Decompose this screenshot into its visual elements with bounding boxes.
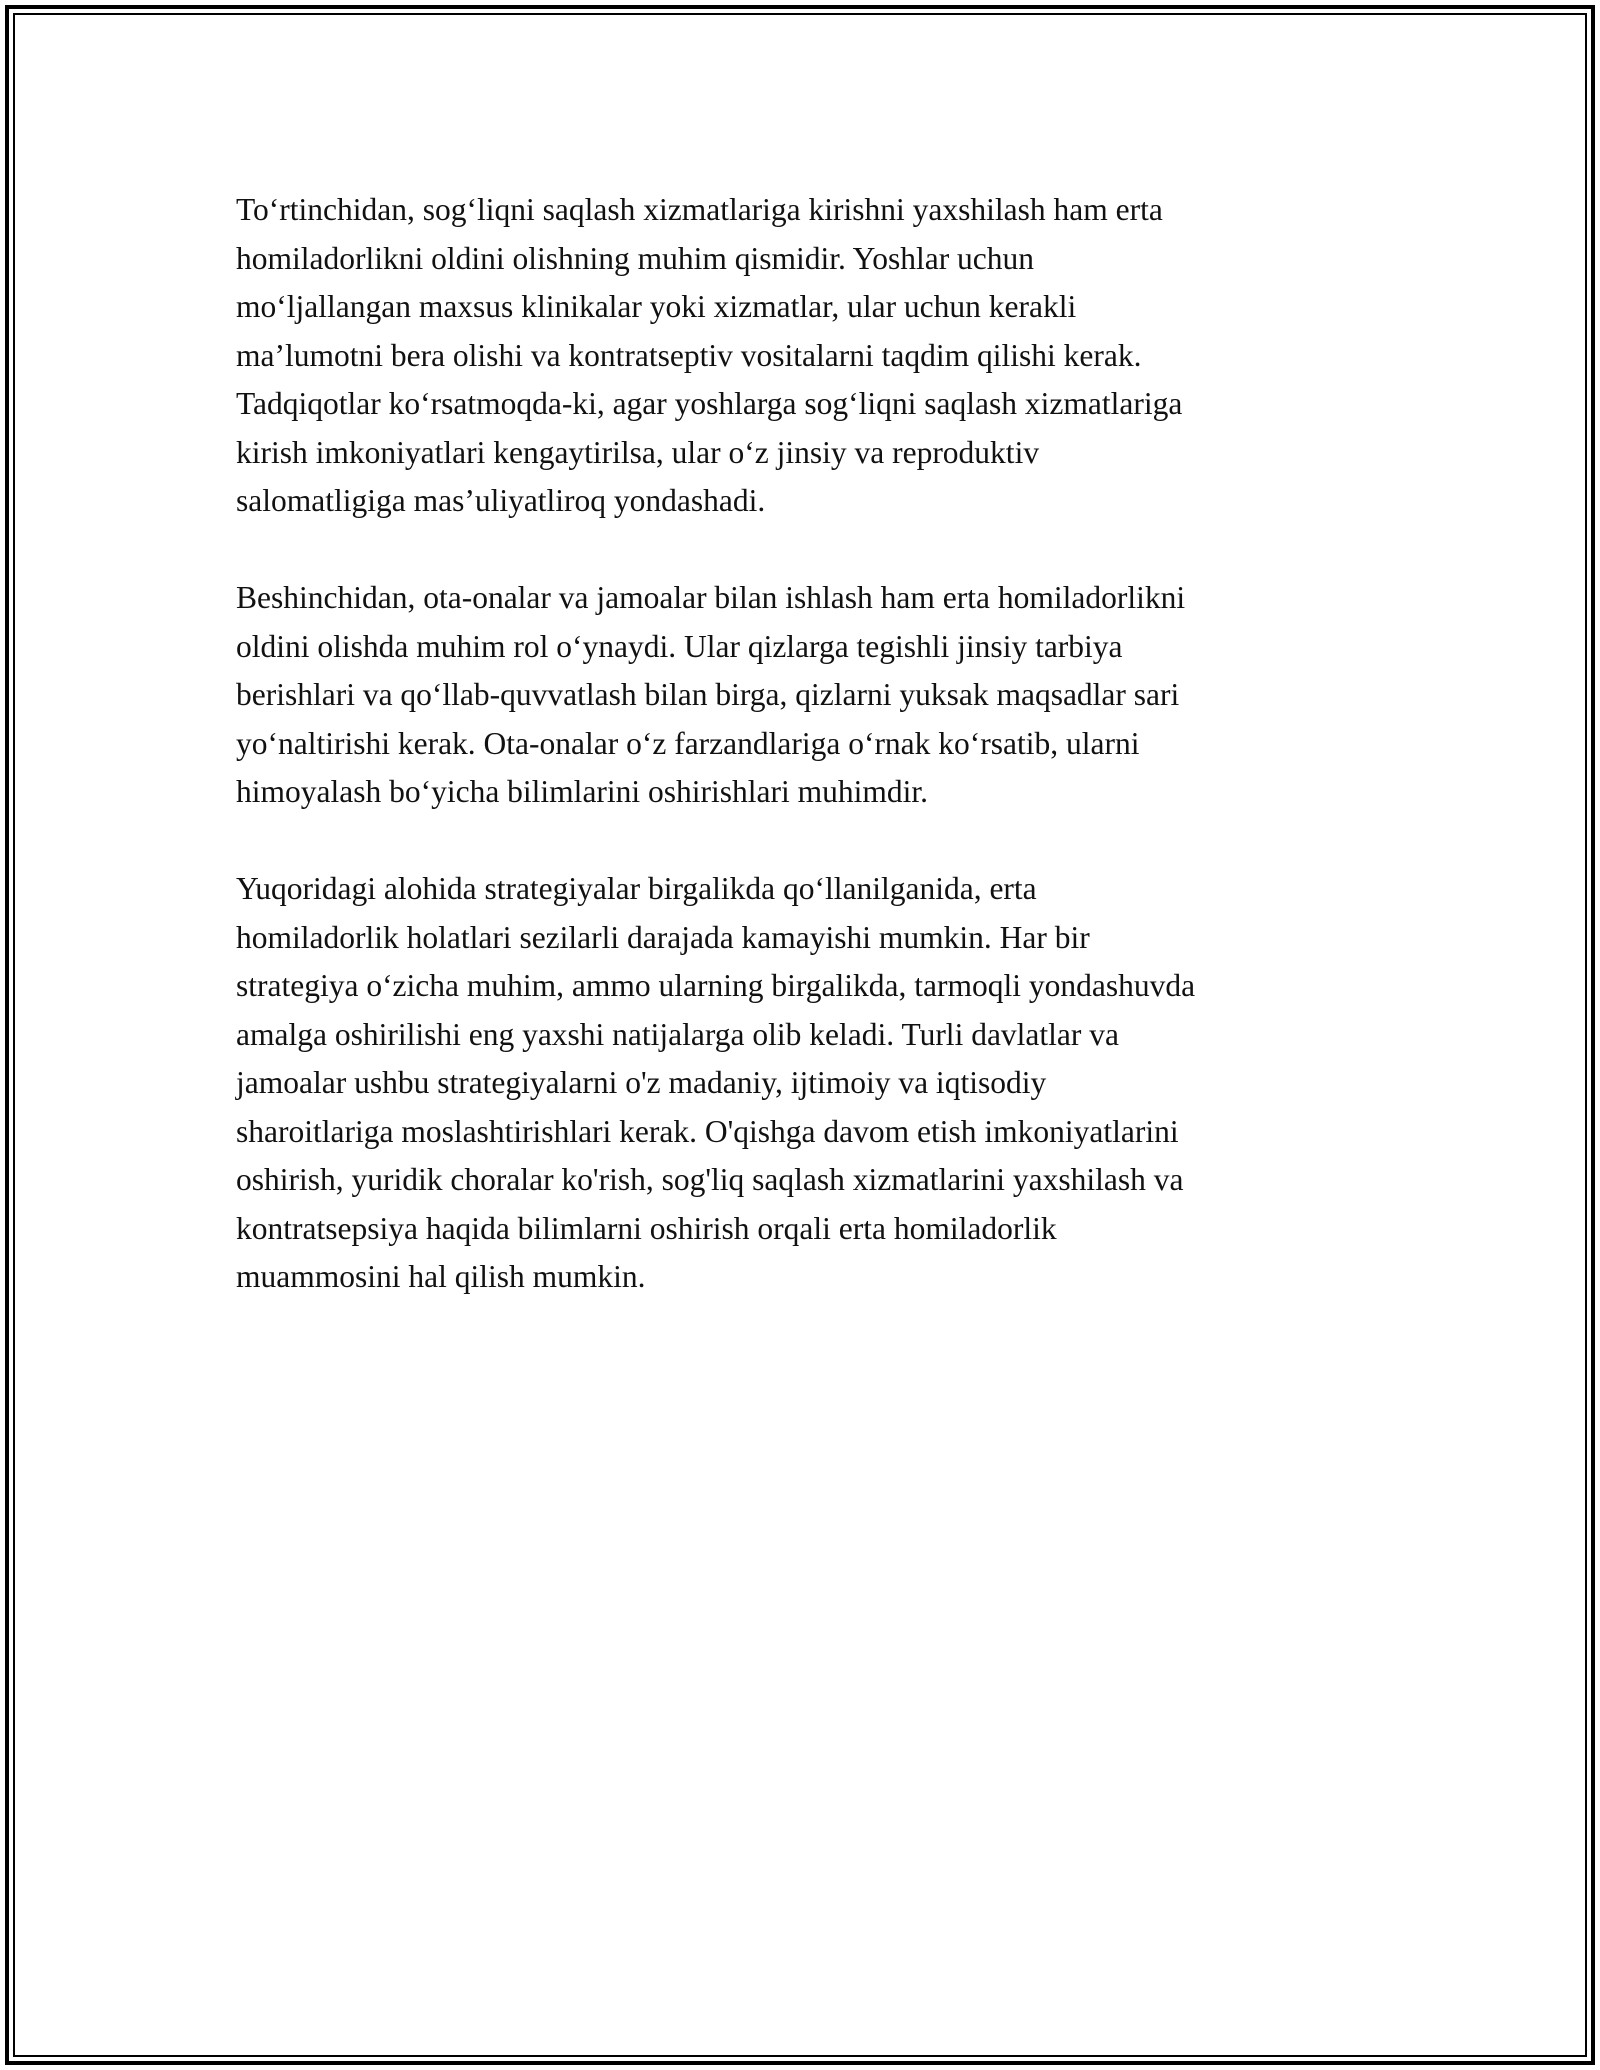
- paragraph-2: [236, 574, 1366, 817]
- text-line: To‘rtinchidan, sog‘liqni saqlash xizmatlariga kirishni yaxshilash ham erta: [236, 192, 1163, 227]
- text-line: yo‘naltirishi kerak. Ota-onalar o‘z farzandlariga o‘rnak ko‘rsatib, ularni: [236, 725, 1140, 761]
- text-line: sharoitlariga moslashtirishlari kerak. O'qishga davom etish imkoniyatlarini: [236, 1113, 1179, 1149]
- text-line: ma’lumotni bera olishi va kontratseptiv vositalarni taqdim qilishi kerak.: [236, 337, 1142, 373]
- text-line: oshirish, yuridik choralar ko'rish, sog'liq saqlash xizmatlarini yaxshilash va: [236, 1162, 1184, 1197]
- text-line: salomatligiga mas’uliyatliroq yondashadi.: [236, 483, 766, 518]
- text-line: kirish imkoniyatlari kengaytirilsa, ular o‘z jinsiy va reproduktiv: [236, 434, 1040, 470]
- text-line: muammosini hal qilish mumkin.: [236, 1259, 646, 1294]
- text-line: kontratsepsiya haqida bilimlarni oshirish orqali erta homiladorlik: [236, 1210, 1057, 1246]
- text-line: strategiya o‘zicha muhim, ammo ularning birgalikda, tarmoqli yondashuvda: [236, 968, 1196, 1003]
- text-line: homiladorlikni oldini olishning muhim qismidir. Yoshlar uchun: [236, 240, 1035, 276]
- text-line: Tadqiqotlar ko‘rsatmoqda-ki, agar yoshlarga sog‘liqni saqlash xizmatlariga: [236, 386, 1183, 421]
- text-line: himoyalash bo‘yicha bilimlarini oshirishlari muhimdir.: [236, 774, 929, 809]
- text-line: oldini olishda muhim rol o‘ynaydi. Ular qizlarga tegishli jinsiy tarbiya: [236, 628, 1123, 664]
- document-body: [236, 186, 1366, 1350]
- text-line: berishlari va qo‘llab-quvvatlash bilan birga, qizlarni yuksak maqsadlar sari: [236, 677, 1180, 712]
- text-line: homiladorlik holatlari sezilarli darajada kamayishi mumkin. Har bir: [236, 919, 1090, 955]
- paragraph-1: [236, 186, 1366, 526]
- text-line: amalga oshirilishi eng yaxshi natijalarga olib keladi. Turli davlatlar va: [236, 1016, 1119, 1052]
- text-line: jamoalar ushbu strategiyalarni o'z madaniy, ijtimoiy va iqtisodiy: [236, 1065, 1047, 1100]
- text-line: mo‘ljallangan maxsus klinikalar yoki xizmatlar, ular uchun kerakli: [236, 289, 1077, 324]
- text-line: Yuqoridagi alohida strategiyalar birgalikda qo‘llanilganida, erta: [236, 871, 1037, 906]
- text-line: Beshinchidan, ota-onalar va jamoalar bilan ishlash ham erta homiladorlikni: [236, 580, 1186, 615]
- paragraph-3: [236, 865, 1366, 1302]
